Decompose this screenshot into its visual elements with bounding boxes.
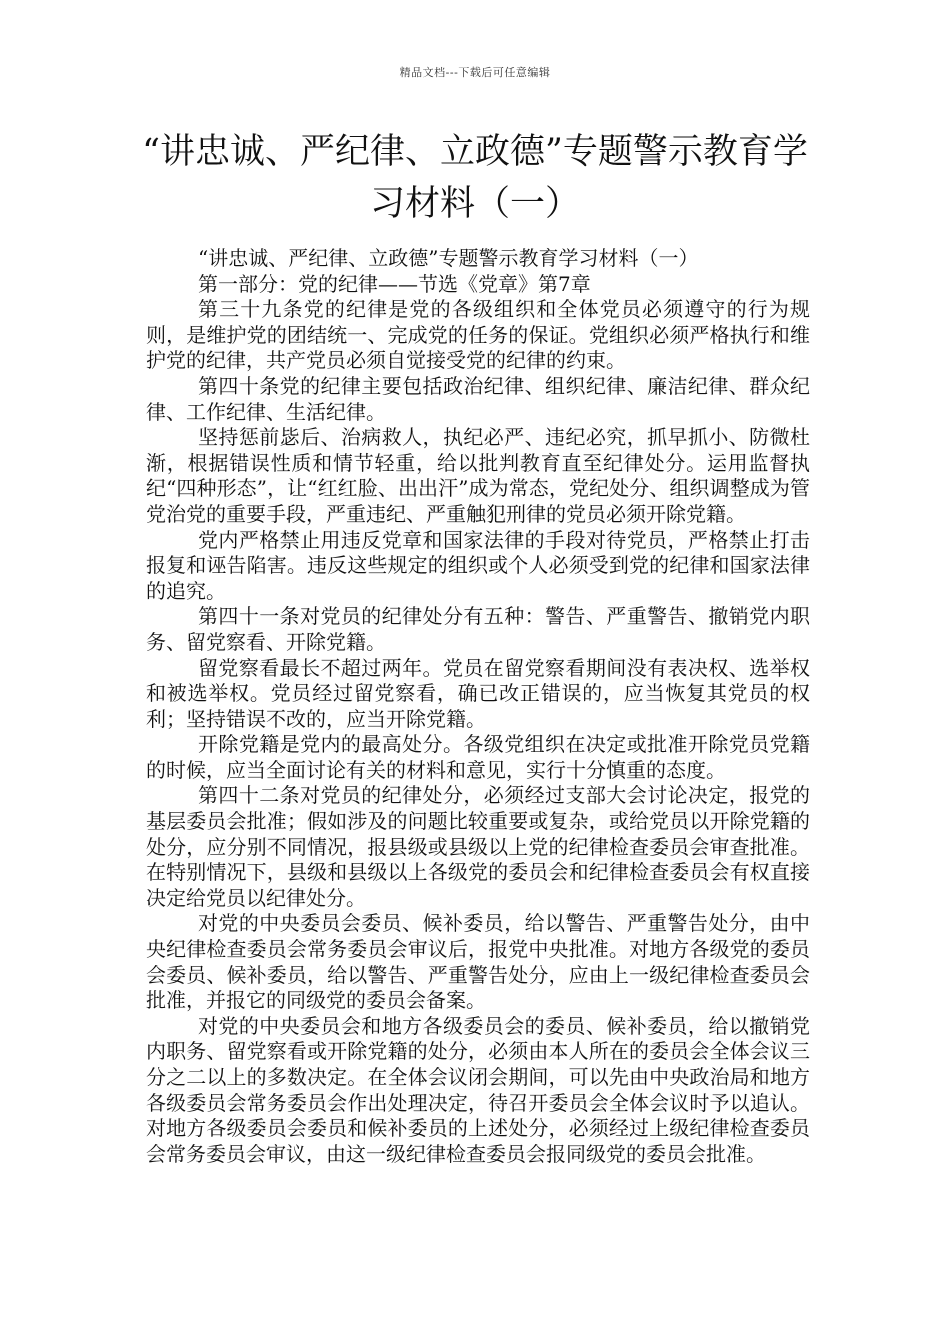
paragraph-expulsion: 开除党籍是党内的最高处分。各级党组织在决定或批准开除党员党籍的时候，应当全面讨论有关的材料和意见，实行十分慎重的态度。 xyxy=(146,732,810,782)
paragraph-article-40: 第四十条党的纪律主要包括政治纪律、组织纪律、廉洁纪律、群众纪律、工作纪律、生活纪律。 xyxy=(146,373,810,424)
document-body xyxy=(146,246,810,1167)
paragraph-article-39: 第三十九条党的纪律是党的各级组织和全体党员必须遵守的行为规则，是维护党的团结统一、完成党的任务的保证。党组织必须严格执行和维护党的纪律，共产党员必须自觉接受党的纪律的约束。 xyxy=(146,297,810,373)
header-note: 精品文档---下载后可任意编辑 xyxy=(399,66,551,79)
paragraph-central-committee: 对党的中央委员会委员、候补委员，给以警告、严重警告处分，由中央纪律检查委员会常务委员会审议后，报党中央批准。对地方各级党的委员会委员、候补委员，给以警告、严重警告处分，应由上一级纪律检查委员会批准，并报它的同级党的委员会备案。 xyxy=(146,911,810,1013)
paragraph-four-forms: 坚持惩前毖后、治病救人，执纪必严、违纪必究，抓早抓小、防微杜渐，根据错误性质和情节轻重，给以批判教育直至纪律处分。运用监督执纪“四种形态”，让“红红脸、出出汗”成为常态，党纪处分、组织调整成为管党治党的重要手段，严重违纪、严重触犯刑律的党员必须开除党籍。 xyxy=(146,425,810,526)
paragraph-probation: 留党察看最长不超过两年。党员在留党察看期间没有表决权、选举权和被选举权。党员经过留党察看，确已改正错误的，应当恢复其党员的权利；坚持错误不改的，应当开除党籍。 xyxy=(146,655,810,731)
paragraph-prohibition: 党内严格禁止用违反党章和国家法律的手段对待党员，严格禁止打击报复和诬告陷害。违反这些规定的组织或个人必须受到党的纪律和国家法律的追究。 xyxy=(146,527,810,603)
paragraph-committee-members: 对党的中央委员会和地方各级委员会的委员、候补委员，给以撤销党内职务、留党察看或开除党籍的处分，必须由本人所在的委员会全体会议三分之二以上的多数决定。在全体会议闭会期间，可以先由中央政治局和地方各级委员会常务委员会作出处理决定，待召开委员会全体会议时予以追认。对地方各级委员会委员和候补委员的上述处分，必须经过上级纪律检查委员会常务委员会审议，由这一级纪律检查委员会报同级党的委员会批准。 xyxy=(146,1013,810,1166)
paragraph-subtitle: “讲忠诚、严纪律、立政德”专题警示教育学习材料（一） xyxy=(198,246,699,270)
paragraph-article-42: 第四十二条对党员的纪律处分，必须经过支部大会讨论决定，报党的基层委员会批准；假如涉及的问题比较重要或复杂，或给党员以开除党籍的处分，应分别不同情况，报县级或县级以上党的纪律检查委员会审查批准。在特别情况下，县级和县级以上各级党的委员会和纪律检查委员会有权直接决定给党员以纪律处分。 xyxy=(146,783,810,910)
paragraph-section-heading: 第一部分：党的纪律——节选《党章》第7章 xyxy=(198,271,591,296)
paragraph-article-41: 第四十一条对党员的纪律处分有五种：警告、严重警告、撤销党内职务、留党察看、开除党籍。 xyxy=(146,604,810,654)
document-title: “讲忠诚、严纪律、立政德”专题警示教育学习材料（一） xyxy=(142,132,808,224)
